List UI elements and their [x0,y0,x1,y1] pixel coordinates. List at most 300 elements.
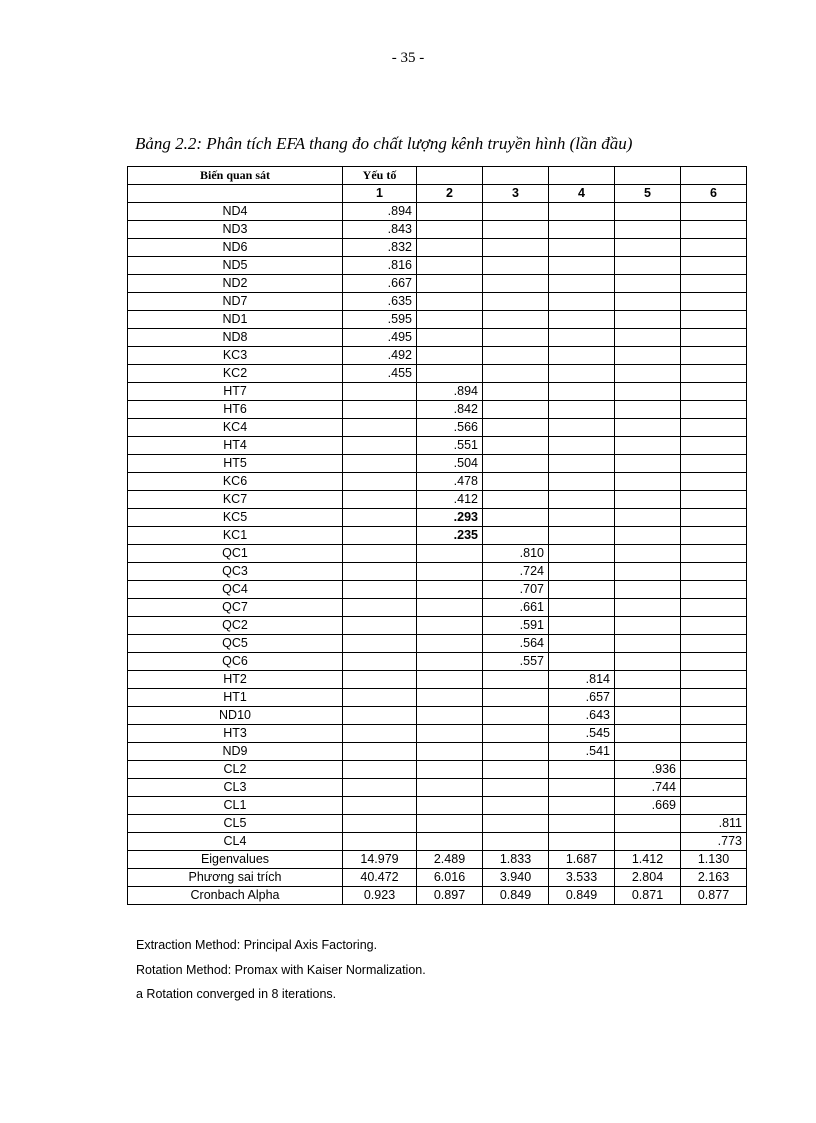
factor-loading: .811 [681,815,747,833]
variable-name: ND6 [128,239,343,257]
empty-cell [549,815,615,833]
empty-cell [681,419,747,437]
variable-name: KC4 [128,419,343,437]
table-row [128,635,747,653]
empty-cell [343,455,417,473]
summary-value: 6.016 [417,869,483,887]
empty-cell [483,347,549,365]
empty-cell [681,509,747,527]
empty-cell [483,239,549,257]
empty-cell [681,329,747,347]
variable-name: HT7 [128,383,343,401]
factor-loading: .773 [681,833,747,851]
summary-value: 0.849 [483,887,549,905]
variable-name: KC1 [128,527,343,545]
empty-cell [417,707,483,725]
variable-name: ND9 [128,743,343,761]
empty-cell [549,581,615,599]
factor-loading: .557 [483,653,549,671]
empty-cell [615,635,681,653]
empty-cell [483,293,549,311]
empty-cell [343,419,417,437]
empty-cell [615,563,681,581]
empty-cell [615,527,681,545]
page-number: - 35 - [391,50,425,66]
factor-loading: .810 [483,545,549,563]
empty-cell [681,311,747,329]
empty-cell [483,311,549,329]
empty-cell [615,365,681,383]
variable-name: KC6 [128,473,343,491]
factor-loading: .936 [615,761,681,779]
empty-cell [681,671,747,689]
empty-cell [615,599,681,617]
empty-cell [615,419,681,437]
summary-label: Eigenvalues [128,851,343,869]
variable-name: CL4 [128,833,343,851]
empty-cell [681,797,747,815]
summary-value: 1.130 [681,851,747,869]
factor-loading: .478 [417,473,483,491]
variable-name: QC6 [128,653,343,671]
empty-cell [681,275,747,293]
factor-loading: .635 [343,293,417,311]
table-row [128,833,747,851]
empty-cell [483,689,549,707]
empty-cell [681,347,747,365]
empty-cell [615,275,681,293]
variable-name: CL1 [128,797,343,815]
empty-cell [417,635,483,653]
empty-cell [417,653,483,671]
empty-cell [417,815,483,833]
empty-cell [417,311,483,329]
efa-table [127,166,747,905]
variable-name: QC4 [128,581,343,599]
empty-cell [549,545,615,563]
empty-cell [549,293,615,311]
factor-loading: .669 [615,797,681,815]
empty-cell [549,257,615,275]
empty-cell [681,491,747,509]
empty-cell [343,761,417,779]
summary-value: 40.472 [343,869,417,887]
table-row [128,617,747,635]
empty-cell [615,311,681,329]
variable-name: ND2 [128,275,343,293]
variable-name: CL2 [128,761,343,779]
empty-cell [681,725,747,743]
summary-row [128,887,747,905]
empty-cell [549,203,615,221]
table-row [128,257,747,275]
summary-value: 1.412 [615,851,681,869]
empty-cell [483,203,549,221]
empty-cell [615,473,681,491]
table-row [128,437,747,455]
empty-cell [417,293,483,311]
empty-cell [483,419,549,437]
factor-loading: .504 [417,455,483,473]
empty-cell [483,707,549,725]
factor-number: 4 [549,185,615,203]
summary-value: 3.940 [483,869,549,887]
summary-value: 2.489 [417,851,483,869]
empty-cell [483,779,549,797]
summary-value: 14.979 [343,851,417,869]
empty-cell [343,581,417,599]
header-row [128,167,747,185]
variable-name: CL3 [128,779,343,797]
empty-cell [549,527,615,545]
empty-cell [681,257,747,275]
empty-cell [615,383,681,401]
empty-cell [615,293,681,311]
table-row [128,725,747,743]
factor-loading: .495 [343,329,417,347]
empty-cell [681,545,747,563]
empty-cell [549,347,615,365]
empty-cell [549,653,615,671]
variable-name: ND7 [128,293,343,311]
empty-cell [549,365,615,383]
empty-cell [615,581,681,599]
summary-value: 3.533 [549,869,615,887]
empty-cell [681,203,747,221]
factor-loading: .843 [343,221,417,239]
empty-cell [417,617,483,635]
empty-cell [483,725,549,743]
empty-cell [549,833,615,851]
empty-cell [417,689,483,707]
summary-value: 2.804 [615,869,681,887]
empty-cell [417,743,483,761]
empty-cell [615,221,681,239]
variable-name: ND8 [128,329,343,347]
table-row [128,347,747,365]
table-row [128,383,747,401]
empty-cell [681,455,747,473]
variable-name: HT3 [128,725,343,743]
variable-name: HT5 [128,455,343,473]
empty-cell [681,689,747,707]
empty-cell [615,437,681,455]
summary-label: Phương sai trích [128,869,343,887]
empty-cell [549,311,615,329]
empty-cell [549,761,615,779]
empty-cell [343,815,417,833]
empty-cell [615,671,681,689]
empty-cell [417,725,483,743]
variable-name: ND10 [128,707,343,725]
empty-cell [417,563,483,581]
table-row [128,689,747,707]
summary-value: 0.871 [615,887,681,905]
table-row [128,491,747,509]
table-row [128,563,747,581]
empty-cell [417,221,483,239]
empty-cell [343,689,417,707]
empty-cell [615,707,681,725]
factor-loading: .545 [549,725,615,743]
empty-cell [343,509,417,527]
empty-cell [549,797,615,815]
empty-cell [549,419,615,437]
table-row [128,203,747,221]
table-row [128,455,747,473]
table-row [128,293,747,311]
variable-name: ND5 [128,257,343,275]
note-rotation: Rotation Method: Promax with Kaiser Normalization. [136,962,426,977]
empty-cell [343,653,417,671]
summary-value: 0.897 [417,887,483,905]
table-row [128,473,747,491]
variable-name: KC2 [128,365,343,383]
empty-cell [681,239,747,257]
variable-name: ND1 [128,311,343,329]
empty-cell [417,203,483,221]
empty-cell [549,599,615,617]
table-row [128,599,747,617]
empty-cell [417,761,483,779]
empty-cell [615,509,681,527]
empty-cell [417,581,483,599]
empty-cell [615,743,681,761]
factor-number: 2 [417,185,483,203]
table-row [128,545,747,563]
table-row [128,779,747,797]
variable-name: HT4 [128,437,343,455]
empty-cell [681,635,747,653]
factor-loading: .832 [343,239,417,257]
empty-cell [681,617,747,635]
empty-cell [483,257,549,275]
factor-number-row [128,185,747,203]
empty-cell [343,473,417,491]
factor-number: 6 [681,185,747,203]
empty-cell [681,761,747,779]
empty-cell [549,455,615,473]
empty-cell [681,401,747,419]
empty-cell [343,527,417,545]
table-row [128,509,747,527]
factor-loading: .814 [549,671,615,689]
factor-loading: .661 [483,599,549,617]
factor-loading: .816 [343,257,417,275]
factor-number: 1 [343,185,417,203]
empty-cell [681,293,747,311]
empty-cell [417,257,483,275]
variable-name: QC1 [128,545,343,563]
table-row [128,761,747,779]
empty-cell [417,797,483,815]
factor-loading: .551 [417,437,483,455]
empty-cell [615,689,681,707]
factor-number: 3 [483,185,549,203]
header-factor: Yếu tố [343,167,417,185]
table-row [128,311,747,329]
factor-loading: .744 [615,779,681,797]
empty-cell [681,221,747,239]
variable-name: KC7 [128,491,343,509]
empty-cell [343,545,417,563]
empty-cell [483,761,549,779]
empty-cell [483,329,549,347]
empty-cell [615,455,681,473]
empty-cell [549,275,615,293]
factor-loading: .591 [483,617,549,635]
variable-name: ND3 [128,221,343,239]
table-row [128,581,747,599]
empty-cell [417,599,483,617]
empty-cell [549,635,615,653]
summary-value: 0.877 [681,887,747,905]
variable-name: KC3 [128,347,343,365]
empty-cell [343,617,417,635]
empty-cell [681,365,747,383]
empty-cell [615,257,681,275]
empty-cell [615,239,681,257]
empty-cell [483,671,549,689]
empty-cell [483,491,549,509]
factor-loading: .541 [549,743,615,761]
empty-cell [343,437,417,455]
empty-cell [417,779,483,797]
empty-cell [483,833,549,851]
factor-loading: .412 [417,491,483,509]
empty-cell [343,599,417,617]
empty-cell [417,671,483,689]
note-iterations: a Rotation converged in 8 iterations. [136,987,337,1001]
factor-loading: .667 [343,275,417,293]
factor-loading: .455 [343,365,417,383]
empty-cell [615,725,681,743]
empty-cell [483,401,549,419]
empty-cell [343,833,417,851]
empty-cell [681,779,747,797]
empty-cell [549,401,615,419]
empty-cell [417,365,483,383]
empty-cell [549,239,615,257]
empty-cell [483,797,549,815]
empty-cell [615,833,681,851]
empty-cell [549,509,615,527]
empty-cell [417,275,483,293]
empty-cell [549,437,615,455]
table-row [128,815,747,833]
factor-loading: .492 [343,347,417,365]
factor-loading: .235 [417,527,483,545]
factor-loading: .707 [483,581,549,599]
empty-cell [343,671,417,689]
empty-cell [615,653,681,671]
empty-cell [483,365,549,383]
empty-cell [615,545,681,563]
table-row [128,329,747,347]
factor-loading: .657 [549,689,615,707]
empty-cell [483,473,549,491]
empty-cell [681,383,747,401]
empty-cell [417,347,483,365]
empty-cell [343,635,417,653]
empty-cell [681,473,747,491]
empty-cell [615,617,681,635]
empty-cell [549,617,615,635]
variable-name: QC7 [128,599,343,617]
factor-loading: .566 [417,419,483,437]
empty-cell [549,383,615,401]
variable-name: CL5 [128,815,343,833]
empty-cell [417,329,483,347]
factor-loading: .894 [417,383,483,401]
variable-name: QC2 [128,617,343,635]
table-row [128,221,747,239]
empty-cell [483,527,549,545]
empty-cell [615,815,681,833]
empty-cell [615,329,681,347]
empty-cell [549,329,615,347]
empty-cell [615,203,681,221]
empty-cell [343,401,417,419]
factor-loading: .842 [417,401,483,419]
empty-cell [615,491,681,509]
table-row [128,527,747,545]
summary-value: 0.849 [549,887,615,905]
summary-value: 1.833 [483,851,549,869]
empty-cell [483,455,549,473]
table-row [128,707,747,725]
empty-cell [343,743,417,761]
empty-cell [681,743,747,761]
empty-cell [417,833,483,851]
empty-cell [549,221,615,239]
variable-name: QC3 [128,563,343,581]
factor-number: 5 [615,185,681,203]
empty-cell [483,509,549,527]
empty-cell [681,527,747,545]
summary-value: 0.923 [343,887,417,905]
variable-name: QC5 [128,635,343,653]
table-row [128,743,747,761]
empty-cell [483,743,549,761]
empty-cell [483,437,549,455]
summary-row [128,851,747,869]
empty-cell [417,545,483,563]
variable-name: ND4 [128,203,343,221]
empty-cell [483,221,549,239]
note-extraction: Extraction Method: Principal Axis Factoring. [136,938,378,952]
table-row [128,653,747,671]
variable-name: HT2 [128,671,343,689]
empty-cell [343,725,417,743]
empty-cell [483,275,549,293]
table-row [128,365,747,383]
empty-cell [343,563,417,581]
empty-cell [681,581,747,599]
empty-cell [343,707,417,725]
table-row [128,239,747,257]
empty-cell [615,401,681,419]
empty-cell [549,563,615,581]
table-row [128,671,747,689]
empty-cell [417,239,483,257]
table-row [128,275,747,293]
empty-cell [681,563,747,581]
empty-cell [343,779,417,797]
table-row [128,797,747,815]
factor-loading: .595 [343,311,417,329]
factor-loading: .564 [483,635,549,653]
